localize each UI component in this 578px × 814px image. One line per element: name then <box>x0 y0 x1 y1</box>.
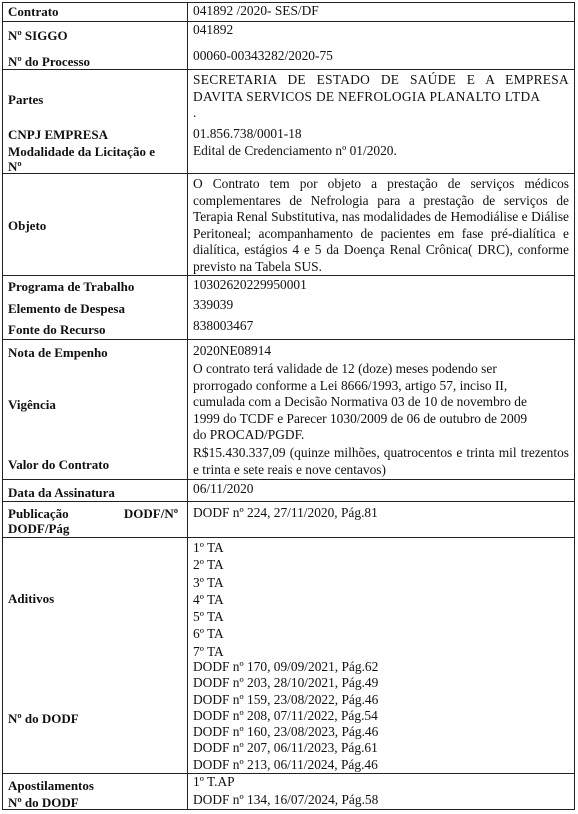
value-fonte: 838003467 <box>193 318 254 333</box>
dodf-item: DODF nº 213, 06/11/2024, Pág.46 <box>193 756 378 772</box>
vigencia-line: 1999 do TCDF e Parecer 1030/2009 de 06 de outubro de 2009 <box>193 410 528 426</box>
label-publicacao-b: DODF/Nº <box>123 506 178 521</box>
label-valor: Valor do Contrato <box>8 457 110 472</box>
value-apostilamentos: 1º T.AP <box>193 774 235 789</box>
dodf-item: DODF nº 159, 23/08/2022, Pág.46 <box>193 691 379 707</box>
value-empenho: 2020NE08914 <box>193 343 272 358</box>
label-vigencia: Vigência <box>8 397 56 412</box>
dodf-item: DODF nº 207, 06/11/2023, Pág.61 <box>193 740 378 756</box>
dodf-item: DODF nº 203, 28/10/2021, Pág.49 <box>193 675 379 691</box>
aditivo-item: 6º TA <box>193 626 224 642</box>
label-publicacao <box>8 506 178 521</box>
vigencia-line: cumulada com a Decisão Normativa 03 de 10 de novembro de <box>193 394 527 409</box>
label-dodf-aditivos: Nº do DODF <box>8 711 79 726</box>
label-dodf-apostilamento: Nº do DODF <box>8 795 79 810</box>
aditivo-item: 3º TA <box>193 574 224 590</box>
aditivo-item: 7º TA <box>193 643 224 659</box>
label-siggo: Nº SIGGO <box>8 28 68 43</box>
row-objeto <box>2 174 575 276</box>
value-modalidade: Edital de Credenciamento nº 01/2020. <box>193 143 397 158</box>
vigencia-line: prorrogado conforme a Lei 8666/1993, artigo 57, inciso II, <box>193 377 508 393</box>
label-processo: Nº do Processo <box>8 54 91 69</box>
row-aditivos <box>2 538 575 660</box>
column-divider <box>187 2 188 810</box>
row-dodf-aditivos <box>2 660 575 774</box>
row-assinatura <box>2 480 575 502</box>
label-contrato: Contrato <box>8 4 59 19</box>
value-assinatura: 06/11/2020 <box>193 481 254 496</box>
contract-summary-table <box>2 2 575 810</box>
value-publicacao: DODF nº 224, 27/11/2020, Pág.81 <box>193 505 378 520</box>
aditivo-item: 2º TA <box>193 557 224 573</box>
row-cnpj-modalidade <box>2 124 575 174</box>
label-apostilamentos: Apostilamentos <box>8 778 94 793</box>
label-elemento: Elemento de Despesa <box>8 301 125 316</box>
value-contrato: 041892 /2020- SES/DF <box>193 3 319 18</box>
row-siggo-processo <box>2 22 575 70</box>
label-fonte: Fonte do Recurso <box>8 322 106 337</box>
value-partes-dot: . <box>193 105 197 120</box>
dodf-item: DODF nº 208, 07/11/2022, Pág.54 <box>193 707 378 723</box>
row-orcamento <box>2 276 575 340</box>
label-programa: Programa de Trabalho <box>8 279 135 294</box>
row-publicacao <box>2 502 575 538</box>
row-contrato <box>2 2 575 22</box>
value-dodf-apostilamento: DODF nº 134, 16/07/2024, Pág.58 <box>193 792 379 807</box>
label-modalidade-line2: Nº <box>8 159 22 174</box>
label-cnpj: CNPJ EMPRESA <box>8 127 109 142</box>
vigencia-line: O contrato terá validade de 12 (doze) meses podendo ser <box>193 361 497 376</box>
vigencia-line: do PROCAD/PGDF. <box>193 427 305 442</box>
aditivo-item: 1º TA <box>193 540 224 555</box>
value-objeto: O Contrato tem por objeto a prestação de serviços médicos complementares de Nefrologia para a prestação de serviços de Terapia Renal Substitutiva, nas modalidades de Hemodiálise e Diálise Peritoneal; acompanhamento de pacientes em fase pré-dialítica e dialítica, estágios 4 e 5 da Doença Renal Crônica( DRC), conforme previsto na Tabela SUS. <box>193 176 569 274</box>
label-empenho: Nota de Empenho <box>8 345 108 360</box>
label-publicacao-a: Publicação <box>8 506 69 521</box>
row-apostilamentos <box>2 774 575 810</box>
row-empenho-vigencia-valor <box>2 340 575 480</box>
aditivo-item: 4º TA <box>193 591 224 607</box>
label-assinatura: Data da Assinatura <box>8 485 115 500</box>
dodf-item: DODF nº 170, 09/09/2021, Pág.62 <box>193 659 379 674</box>
label-objeto: Objeto <box>8 218 47 233</box>
aditivo-item: 5º TA <box>193 609 224 625</box>
label-partes: Partes <box>8 92 44 107</box>
value-programa: 10302620229950001 <box>193 277 307 292</box>
label-aditivos: Aditivos <box>8 591 55 606</box>
value-siggo: 041892 <box>193 22 234 37</box>
dodf-item: DODF nº 160, 23/08/2023, Pág.46 <box>193 724 379 740</box>
value-processo: 00060-00343282/2020-75 <box>193 48 333 63</box>
label-publicacao-line2: DODF/Pág <box>8 521 70 536</box>
value-cnpj: 01.856.738/0001-18 <box>193 126 302 141</box>
list-aditivos <box>193 539 569 660</box>
list-dodf-aditivos <box>193 659 569 773</box>
row-partes <box>2 70 575 124</box>
value-elemento: 339039 <box>193 297 234 312</box>
label-modalidade: Modalidade da Licitação e <box>8 144 155 159</box>
value-vigencia <box>193 361 569 444</box>
value-partes: SECRETARIA DE ESTADO DE SAÚDE E A EMPRESA DAVITA SERVICOS DE NEFROLOGIA PLANALTO LTDA <box>193 72 569 104</box>
value-valor: R$15.430.337,09 (quinze milhões, quatrocentos e trinta mil trezentos e trinta e sete reais e nove centavos) <box>193 445 569 477</box>
